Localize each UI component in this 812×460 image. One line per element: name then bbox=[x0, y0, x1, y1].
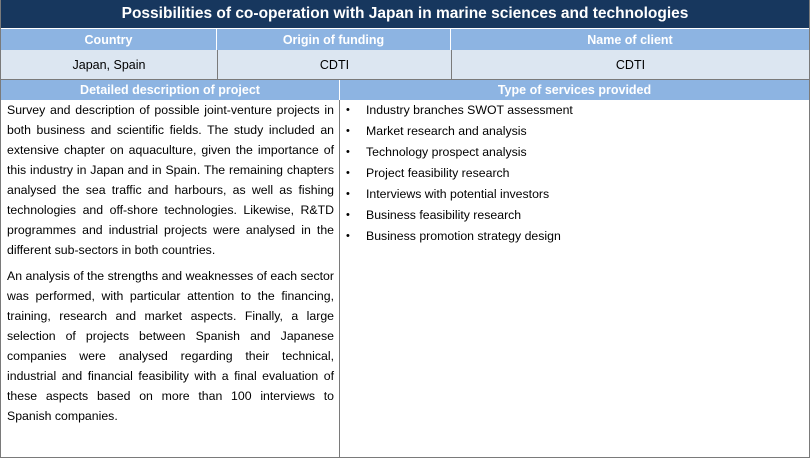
name-of-client-value: CDTI bbox=[452, 50, 809, 80]
services-cell bbox=[340, 100, 809, 457]
service-label: Business feasibility research bbox=[366, 208, 522, 222]
bullet-icon: • bbox=[346, 167, 350, 179]
description-paragraph-1: Survey and description of possible joint-venture projects in both business and scientific fields. The study included an extensive chapter on aquaculture, given the importance of this industry in Japan and in Spain. The remaining chapters analysed the sea traffic and harbours, as well as fishing technologies and off-shore technologies. Likewise, R&TD programmes and industrial projects were analysed in the different sub-sectors in both countries. bbox=[7, 103, 334, 257]
origin-of-funding-value: CDTI bbox=[218, 50, 452, 80]
sheet-title: Possibilities of co-operation with Japan in marine sciences and technologies bbox=[1, 0, 809, 29]
list-item bbox=[340, 163, 809, 184]
project-description bbox=[1, 100, 340, 457]
services-header: Type of services provided bbox=[340, 80, 809, 100]
bullet-icon: • bbox=[346, 230, 350, 242]
description-header: Detailed description of project bbox=[1, 80, 340, 100]
service-label: Technology prospect analysis bbox=[366, 145, 527, 159]
bullet-icon: • bbox=[346, 146, 350, 158]
list-item bbox=[340, 226, 809, 247]
name-of-client-header: Name of client bbox=[451, 29, 809, 50]
list-item bbox=[340, 184, 809, 205]
country-value: Japan, Spain bbox=[1, 50, 218, 80]
services-list bbox=[340, 100, 809, 247]
bullet-icon: • bbox=[346, 188, 350, 200]
service-label: Project feasibility research bbox=[366, 166, 510, 180]
list-item bbox=[340, 121, 809, 142]
bullet-icon: • bbox=[346, 125, 350, 137]
service-label: Interviews with potential investors bbox=[366, 187, 550, 201]
service-label: Business promotion strategy design bbox=[366, 229, 561, 243]
country-header: Country bbox=[1, 29, 217, 50]
bullet-icon: • bbox=[346, 209, 350, 221]
bullet-icon: • bbox=[346, 104, 350, 116]
origin-of-funding-header: Origin of funding bbox=[217, 29, 451, 50]
list-item bbox=[340, 142, 809, 163]
service-label: Industry branches SWOT assessment bbox=[366, 103, 573, 117]
service-label: Market research and analysis bbox=[366, 124, 527, 138]
list-item bbox=[340, 205, 809, 226]
list-item bbox=[340, 100, 809, 121]
description-paragraph-2: An analysis of the strengths and weaknesses of each sector was performed, with particular attention to the financing, training, research and market aspects. Finally, a large selection of projects between Spanish and Japanese companies were analysed regarding their technical, industrial and financial feasibility with a final evaluation of these aspects based on more than 100 interviews to Spanish companies. bbox=[7, 269, 334, 423]
